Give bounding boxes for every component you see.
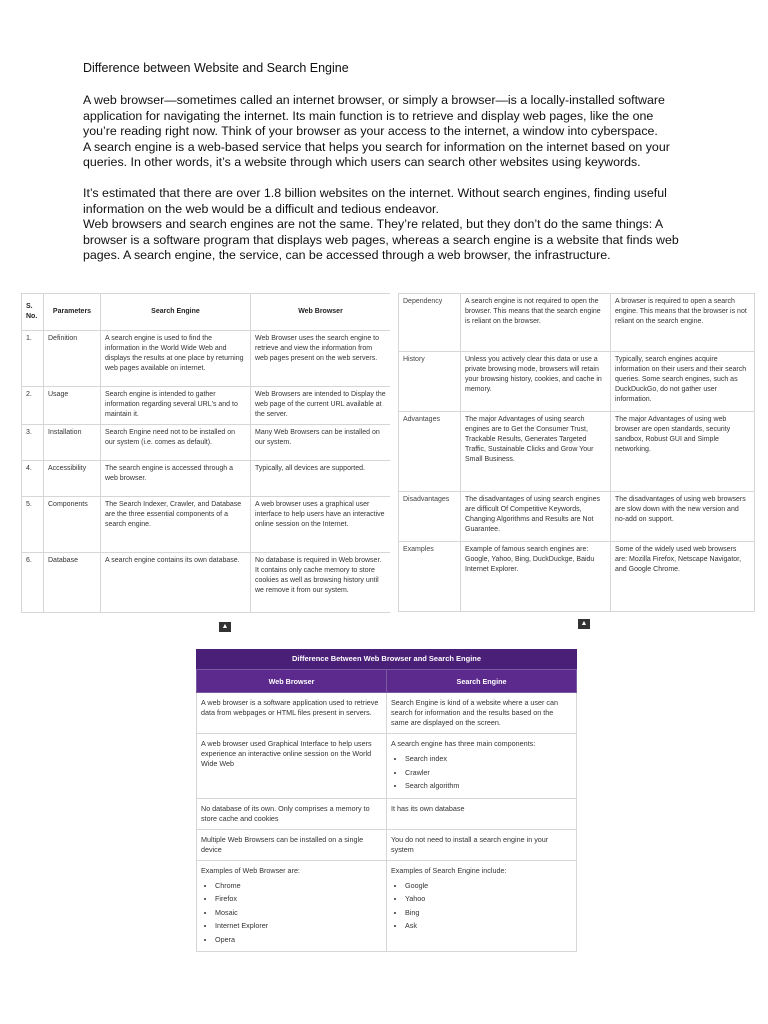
table-cell: The major Advantages of using web browser are open standards, security sandbox, Robust GUI and Simple networking. xyxy=(611,412,755,492)
table-cell: A search engine is not required to open the browser. This means that the search engine is reliant on the browser. xyxy=(461,294,611,352)
cell-text: Examples of Web Browser are: xyxy=(201,865,300,875)
browser-definition-text: A web browser—sometimes called an internet browser, or simply a browser—is a locally-installed software application for navigating the internet. Its main function is to retrieve and display web pages, like the one you’re reading right now. Think of your browser as your access to the internet, a window into cyberspace. xyxy=(83,93,665,139)
table-cell xyxy=(387,798,577,829)
column-header-web-browser: Web Browser xyxy=(197,670,387,693)
bullet-list xyxy=(391,752,572,793)
list-item: • Internet Explorer xyxy=(215,919,382,933)
table-row xyxy=(197,860,577,952)
table-cell: Search Engine need not to be installed on our system (i.e. comes as default). xyxy=(101,425,251,461)
table-row xyxy=(22,461,391,497)
table-cell: 6. xyxy=(22,553,44,613)
list-item: • Bing xyxy=(405,906,572,920)
table-cell: 4. xyxy=(22,461,44,497)
table-cell: 5. xyxy=(22,497,44,553)
list-item: • Crawler xyxy=(405,766,572,780)
document-title: Difference between Website and Search Engine xyxy=(83,61,349,75)
table-cell: Definition xyxy=(44,331,101,387)
table-cell: The Search Indexer, Crawler, and Database are the three essential components of a search engine. xyxy=(101,497,251,553)
table-cell: The disadvantages of using search engines are difficult Of Competitive Keywords, Changing Algorithms and Results are Not Guarantee. xyxy=(461,492,611,542)
table-row xyxy=(197,829,577,860)
table-row xyxy=(22,497,391,553)
right-comparison-table xyxy=(398,293,755,612)
table-cell xyxy=(197,798,387,829)
table-cell: Usage xyxy=(44,387,101,425)
table-cell: Some of the widely used web browsers are: Mozilla Firefox, Netscape Navigator, and Google Chrome. xyxy=(611,542,755,612)
list-item: • Mosaic xyxy=(215,906,382,920)
list-item: • Search index xyxy=(405,752,572,766)
column-header: S. No. xyxy=(22,294,44,331)
list-item: • Yahoo xyxy=(405,892,572,906)
table-cell: Example of famous search engines are: Google, Yahoo, Bing, DuckDuckge, Baidu Internet Explorer. xyxy=(461,542,611,612)
table-cell: The search engine is accessed through a web browser. xyxy=(101,461,251,497)
table-cell xyxy=(197,860,387,952)
table-cell: Examples xyxy=(399,542,461,612)
left-comparison-table xyxy=(21,293,390,613)
table-row xyxy=(399,492,755,542)
cell-text: A search engine has three main components: xyxy=(391,739,536,748)
table-row xyxy=(399,542,755,612)
table-cell: Many Web Browsers can be installed on our system. xyxy=(251,425,391,461)
table-cell: A web browser uses a graphical user interface to help users have an interactive online session on the Internet. xyxy=(251,497,391,553)
list-item: • Firefox xyxy=(215,892,382,906)
table-row xyxy=(22,331,391,387)
bullet-list xyxy=(201,879,382,947)
table-cell xyxy=(197,693,387,734)
column-header: Parameters xyxy=(44,294,101,331)
table-row xyxy=(399,412,755,492)
table-cell: A search engine contains its own database. xyxy=(101,553,251,613)
table-cell: Accessibility xyxy=(44,461,101,497)
websites-estimate-text: It’s estimated that there are over 1.8 billion websites on the internet. Without search engines, finding useful information on the web would be a difficult and tedious endeavor. xyxy=(83,186,667,216)
cell-text: Examples of Search Engine include: xyxy=(391,865,507,875)
table-cell: Advantages xyxy=(399,412,461,492)
table-cell: The major Advantages of using search engines are to Get the Consumer Trust, Trackable Results, Generates Targeted Traffic, Sustainable Clicks and Grow Your Small Business. xyxy=(461,412,611,492)
table-row xyxy=(22,553,391,613)
cell-text: Multiple Web Browsers can be installed on a single device xyxy=(201,834,364,854)
table-row xyxy=(22,387,391,425)
column-header: Web Browser xyxy=(251,294,391,331)
cell-text: A web browser is a software application used to retrieve data from webpages or HTML files present in servers. xyxy=(201,698,379,717)
column-header: Search Engine xyxy=(101,294,251,331)
list-item: • Opera xyxy=(215,933,382,947)
table-cell: Typically, all devices are supported. xyxy=(251,461,391,497)
table-row xyxy=(399,352,755,412)
table-row xyxy=(197,734,577,799)
search-engine-definition-text: A search engine is a web-based service that helps you search for information on the internet based on your queries. In other words, it’s a website through which users can search other websites using keywords. xyxy=(83,139,670,170)
list-item: • Chrome xyxy=(215,879,382,893)
table-row xyxy=(197,693,577,734)
table-cell xyxy=(197,734,387,799)
bullet-list xyxy=(391,879,572,933)
cell-text: It has its own database xyxy=(391,803,465,813)
comparison-paragraph xyxy=(83,186,683,264)
table-cell: Web Browsers are intended to Display the web page of the current URL available at the server. xyxy=(251,387,391,425)
list-item: • Google xyxy=(405,879,572,893)
left-comparison-table-image xyxy=(21,293,390,631)
table-row xyxy=(22,425,391,461)
table-cell: 3. xyxy=(22,425,44,461)
table-cell: Dependency xyxy=(399,294,461,352)
cell-text: A web browser used Graphical Interface to help users experience an interactive online session on the World Wide Web xyxy=(201,739,372,768)
table-cell: Search engine is intended to gather information regarding several URL's and to maintain it. xyxy=(101,387,251,425)
bottom-comparison-table xyxy=(196,649,577,952)
table-cell: Web Browser uses the search engine to retrieve and view the information from web pages present on the web servers. xyxy=(251,331,391,387)
list-item: • Ask xyxy=(405,919,572,933)
table-caption: Difference Between Web Browser and Search Engine xyxy=(196,649,577,669)
column-header-search-engine: Search Engine xyxy=(387,670,577,693)
table-cell: The disadvantages of using web browsers are slow down with the new version and no-add on support. xyxy=(611,492,755,542)
list-item: • Search algorithm xyxy=(405,779,572,793)
table-cell: A browser is required to open a search engine. This means that the browser is not reliant on the search engine. xyxy=(611,294,755,352)
scroll-up-icon[interactable]: ▲ xyxy=(578,619,590,629)
table-cell: Unless you actively clear this data or use a private browsing mode, browsers will retain your browsing history, cookies, and cache in memory. xyxy=(461,352,611,412)
right-comparison-table-image xyxy=(398,293,763,631)
cell-text: Search Engine is kind of a website where a user can search for information and the results based on the same are displayed on the screen. xyxy=(391,698,559,727)
table-cell: 1. xyxy=(22,331,44,387)
table-cell: Disadvantages xyxy=(399,492,461,542)
scroll-up-icon[interactable]: ▲ xyxy=(219,622,231,632)
table-cell: 2. xyxy=(22,387,44,425)
table-row xyxy=(399,294,755,352)
table-cell xyxy=(387,860,577,952)
relation-text: Web browsers and search engines are not the same. They’re related, but they don’t do the same things: A browser is a software program that displays web pages, whereas a search engine is a website that finds web pages. A search engine, the service, can be accessed through a web browser, the infrastructure. xyxy=(83,217,679,263)
table-cell: Components xyxy=(44,497,101,553)
table-cell: History xyxy=(399,352,461,412)
table-row xyxy=(197,798,577,829)
table-cell: Installation xyxy=(44,425,101,461)
table-cell xyxy=(387,693,577,734)
table-cell: Typically, search engines acquire information on their users and their search queries. Some search engines, such as DuckDuckGo, do not gather user information. xyxy=(611,352,755,412)
table-cell: A search engine is used to find the information in the World Wide Web and displays the results at one place by returning web pages available on internet. xyxy=(101,331,251,387)
table-cell xyxy=(387,829,577,860)
table-cell xyxy=(197,829,387,860)
cell-text: No database of its own. Only comprises a memory to store cache and cookies xyxy=(201,803,370,823)
intro-paragraph xyxy=(83,93,683,171)
table-cell: Database xyxy=(44,553,101,613)
table-cell: No database is required in Web browser. It contains only cache memory to store cookies as well as browsing history until we remove it from our system. xyxy=(251,553,391,613)
table-cell xyxy=(387,734,577,799)
cell-text: You do not need to install a search engine in your system xyxy=(391,834,549,854)
